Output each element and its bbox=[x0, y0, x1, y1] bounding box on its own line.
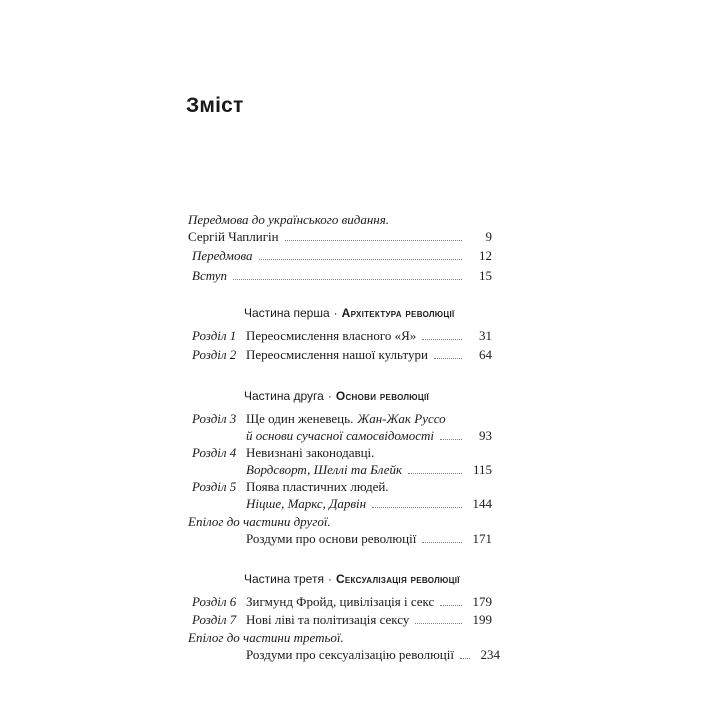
dot-leader bbox=[285, 240, 462, 241]
dot-leader bbox=[372, 507, 462, 508]
part-heading-3: Частина третя · Сексуалізація революції bbox=[244, 572, 460, 586]
dot-leader bbox=[233, 279, 462, 280]
dot-leader bbox=[422, 339, 462, 340]
page-number: 15 bbox=[479, 268, 492, 283]
page-number: 64 bbox=[479, 347, 492, 362]
toc-entry-chapter-4-line1[interactable]: Невизнані законодавці. bbox=[246, 445, 375, 460]
page-number: 171 bbox=[472, 531, 492, 546]
epilogue-label-part-3: Епілог до частини третьої. bbox=[188, 630, 344, 645]
chapter-number: Розділ 6 bbox=[192, 594, 237, 609]
part-heading-1: Частина перша · Архітектура революції bbox=[244, 306, 455, 320]
toc-entry-intro[interactable]: Вступ 15 bbox=[192, 268, 492, 283]
epilogue-label-part-2: Епілог до частини другої. bbox=[188, 514, 331, 529]
page-number: 199 bbox=[472, 612, 492, 627]
chapter-number: Розділ 5 bbox=[192, 479, 237, 494]
toc-entry-chapter-6[interactable]: Зигмунд Фройд, цивілізація і секс 179 bbox=[246, 594, 492, 609]
toc-entry-chapter-5[interactable]: Ніцше, Маркс, Дарвін 144 bbox=[246, 496, 492, 511]
dot-leader bbox=[434, 358, 462, 359]
page-number: 179 bbox=[472, 594, 492, 609]
chapter-number: Розділ 2 bbox=[192, 347, 237, 362]
dot-leader bbox=[259, 259, 462, 260]
toc-entry-chapter-3-line1[interactable]: Ще один женевець. Жан-Жак Руссо bbox=[246, 411, 446, 426]
chapter-number: Розділ 1 bbox=[192, 328, 237, 343]
part-heading-2: Частина друга · Основи революції bbox=[244, 389, 430, 403]
dot-leader bbox=[440, 605, 462, 606]
page-number: 12 bbox=[479, 248, 492, 263]
page-number: 144 bbox=[472, 496, 492, 511]
dot-leader bbox=[460, 658, 470, 659]
dot-leader bbox=[422, 542, 462, 543]
page-number: 9 bbox=[485, 229, 492, 244]
dot-leader bbox=[415, 623, 462, 624]
chapter-number: Розділ 4 bbox=[192, 445, 237, 460]
toc-entry-foreword-ua-line1[interactable]: Передмова до українського видання. bbox=[188, 212, 390, 227]
toc-entry-chapter-5-line1[interactable]: Поява пластичних людей. bbox=[246, 479, 389, 494]
page-number: 93 bbox=[479, 428, 492, 443]
toc-entry-chapter-3[interactable]: й основи сучасної самосвідомості 93 bbox=[246, 428, 492, 443]
chapter-number: Розділ 3 bbox=[192, 411, 237, 426]
toc-entry-chapter-7[interactable]: Нові ліві та політизація сексу 199 bbox=[246, 612, 492, 627]
toc-entry-chapter-2[interactable]: Переосмислення нашої культури 64 bbox=[246, 347, 492, 362]
toc-entry-chapter-4[interactable]: Вордсворт, Шеллі та Блейк 115 bbox=[246, 462, 492, 477]
toc-entry-epilogue-2[interactable]: Роздуми про основи революції 171 bbox=[246, 531, 492, 546]
page-number: 115 bbox=[472, 462, 492, 477]
page-number: 234 bbox=[480, 647, 500, 662]
chapter-number: Розділ 7 bbox=[192, 612, 237, 627]
dot-leader bbox=[440, 439, 462, 440]
toc-entry-epilogue-3[interactable]: Роздуми про сексуалізацію революції 234 bbox=[246, 647, 500, 662]
toc-entry-foreword[interactable]: Передмова 12 bbox=[192, 248, 492, 263]
dot-leader bbox=[408, 473, 462, 474]
page-number: 31 bbox=[479, 328, 492, 343]
toc-entry-chapter-1[interactable]: Переосмислення власного «Я» 31 bbox=[246, 328, 492, 343]
page-title: Зміст bbox=[186, 94, 244, 117]
toc-entry-foreword-ua[interactable]: Сергій Чаплигін 9 bbox=[188, 229, 492, 244]
